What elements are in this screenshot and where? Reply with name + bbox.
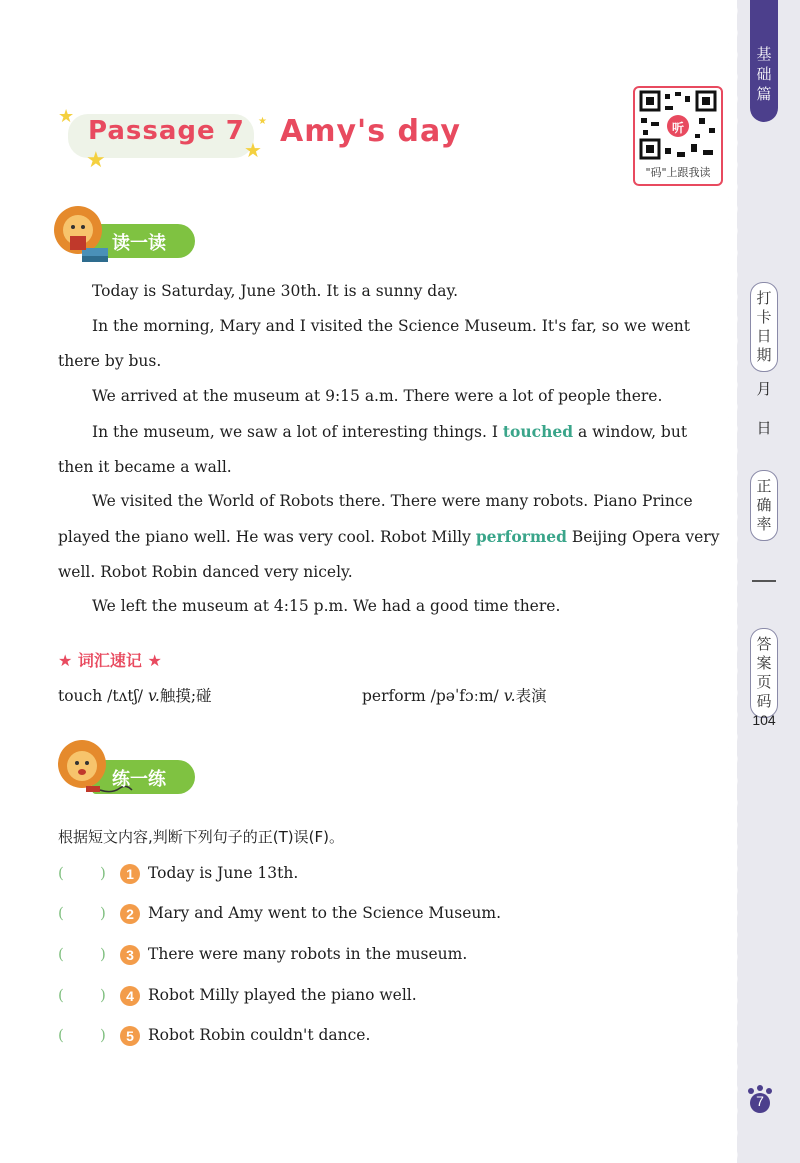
section-tab-label: 基础篇 — [756, 45, 772, 103]
answer-blank-close[interactable]: ) — [100, 1026, 106, 1044]
answer-blank-close[interactable]: ) — [100, 945, 106, 963]
star-icon: ★ — [258, 116, 267, 127]
lion-reading-icon — [52, 202, 114, 266]
answer-blank-open[interactable]: ( — [58, 864, 64, 882]
passage-paragraph: We left the museum at 4:15 p.m. We had a good time there. — [92, 597, 561, 615]
vocab-entry: perform /pəˈfɔːm/ v.表演 — [362, 687, 547, 705]
accuracy-blank — [752, 580, 776, 582]
page-number: 7 — [756, 1093, 764, 1109]
passage-paragraph: In the museum, we saw a lot of interesting things. I touched a window, but then it became a wall. — [58, 422, 688, 476]
answer-blank-close[interactable]: ) — [100, 904, 106, 922]
question-number: 4 — [120, 986, 140, 1006]
answer-blank-open[interactable]: ( — [58, 986, 64, 1004]
instruction-text: 根据短文内容,判断下列句子的正(T)误(F)。 — [58, 828, 344, 846]
answer-page-number: 104 — [752, 712, 776, 728]
answer-blank-open[interactable]: ( — [58, 1026, 64, 1044]
passage-paragraph: Today is Saturday, June 30th. It is a sunny day. — [92, 282, 459, 300]
answer-blank-open[interactable]: ( — [58, 904, 64, 922]
star-icon: ★ — [58, 106, 75, 127]
answer-blank-close[interactable]: ) — [100, 986, 106, 1004]
qr-listen-icon: 听 — [671, 121, 684, 135]
question-text: Robot Milly played the piano well. — [148, 986, 417, 1004]
star-icon: ★ — [86, 148, 106, 173]
passage-paragraph: We arrived at the museum at 9:15 a.m. There were a lot of people there. — [92, 387, 663, 405]
passage-label: Passage 7 — [88, 116, 245, 146]
day-label: 日 — [756, 419, 772, 437]
vocab-highlight-performed: performed — [475, 527, 567, 546]
side-scallop-edge — [727, 0, 749, 1163]
answer-blank-open[interactable]: ( — [58, 945, 64, 963]
qr-caption: "码"上跟我读 — [645, 166, 711, 179]
question-number: 5 — [120, 1026, 140, 1046]
star-icon: ★ — [244, 138, 262, 162]
question-number: 3 — [120, 945, 140, 965]
question-number: 2 — [120, 904, 140, 924]
accuracy-label: 正确率 — [750, 470, 778, 541]
question-text: Today is June 13th. — [148, 864, 299, 882]
practice-banner-label: 练一练 — [112, 769, 166, 790]
vocab-heading: ★ 词汇速记 ★ — [58, 651, 162, 670]
passage-paragraph: We visited the World of Robots there. There were many robots. Piano Prince played the piano well. He was very cool. Robot Milly performed Beijing Opera very well. Robot Robin danced very nicely. — [58, 492, 720, 581]
vocab-highlight-touched: touched — [502, 422, 574, 441]
question-text: There were many robots in the museum. — [148, 945, 468, 963]
question-text: Robot Robin couldn't dance. — [148, 1026, 371, 1044]
checkin-date-label: 打卡日期 — [750, 282, 778, 372]
question-number: 1 — [120, 864, 140, 884]
page-title: Amy's day — [280, 114, 461, 149]
read-banner-label: 读一读 — [112, 233, 166, 254]
month-label: 月 — [756, 380, 772, 398]
vocab-entry: touch /tʌtʃ/ v.触摸;碰 — [58, 687, 212, 705]
passage-paragraph: In the morning, Mary and I visited the Science Museum. It's far, so we went there by bus. — [58, 317, 690, 370]
answer-page-label: 答案页码 — [750, 628, 778, 718]
question-text: Mary and Amy went to the Science Museum. — [148, 904, 502, 922]
answer-blank-close[interactable]: ) — [100, 864, 106, 882]
